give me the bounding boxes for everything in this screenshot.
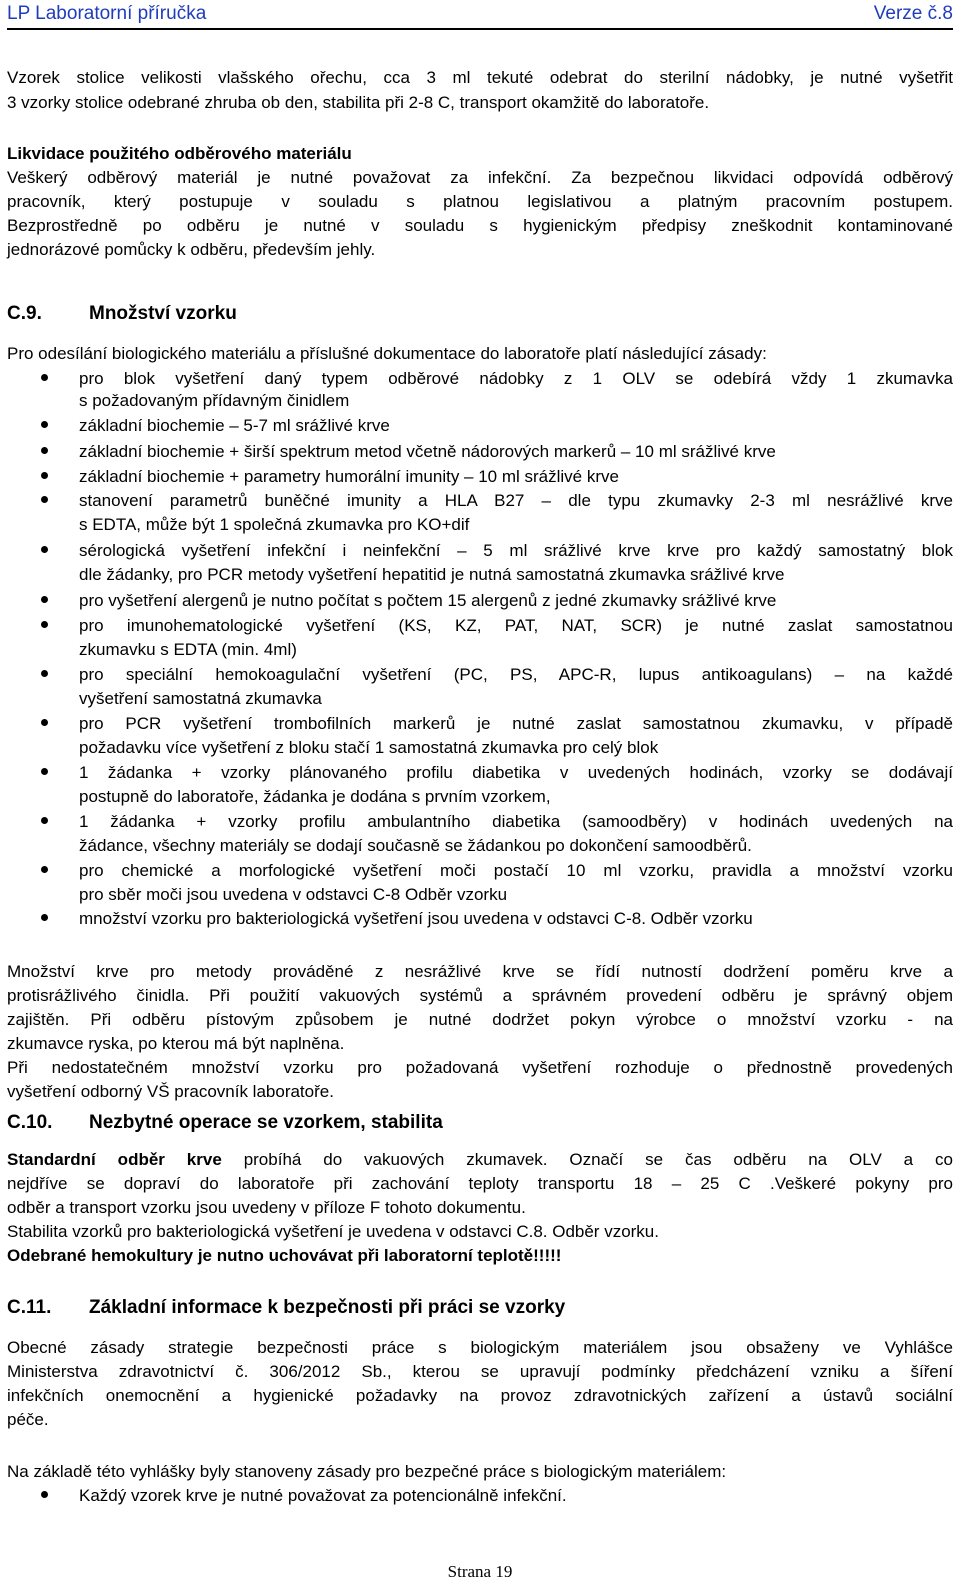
list-item-text: pro PCR vyšetření trombofilních markerů je nutné zaslat samostatnou zkumavku, v případě (79, 714, 953, 733)
list-item-text: pro blok vyšetření daný typem odběrové nádobky z 1 OLV se odebírá vždy 1 zkumavka (79, 369, 953, 388)
disposal-line-2: pracovník, který postupuje v souladu s platnou legislativou a platným pracovním postupem. (7, 192, 953, 211)
disposal-line-3: Bezprostředně po odběru je nutné v souladu s hygienickým předpisy zneškodnit kontaminované (7, 216, 953, 235)
c11-line-4: péče. (7, 1410, 49, 1429)
disposal-line-4: jednorázové pomůcky k odběru, především jehly. (7, 240, 376, 259)
list-item-text: pro chemické a morfologické vyšetření moči postačí 10 ml vzorku, pravidla a množství vzorku (79, 861, 953, 880)
list-item-text: základní biochemie – 5-7 ml srážlivé krve (79, 416, 390, 435)
list-item-text: žádance, všechny materiály se dodají současně se žádankou po dokončení samoodběrů. (79, 836, 752, 855)
disposal-line-1a: Veškerý odběrový materiál je nutné považovat za infekční. (7, 168, 552, 187)
section-c9-title: Množství vzorku (89, 303, 237, 324)
c9-para1-line-2: protisrážlivého činidla. Při použití vakuových systémů a správném provedení odběru je správný objem (7, 986, 953, 1005)
intro-line-2: 3 vzorky stolice odebrané zhruba ob den, stabilita při 2-8 C, transport okamžitě do laboratoře. (7, 93, 710, 112)
intro-line-1: Vzorek stolice velikosti vlašského ořechu, cca 3 ml tekuté odebrat do sterilní nádobky, je nutné vyšetřit (7, 68, 953, 87)
disposal-line-1 (7, 166, 953, 190)
page-header (7, 0, 953, 30)
bullet-icon (41, 472, 48, 479)
list-item-text: dle žádanky, pro PCR metody vyšetření hepatitid je nutná samostatná zkumavka srážlivé krve (79, 565, 785, 584)
c11-line-1: Obecné zásady strategie bezpečnosti práce s biologickým materiálem jsou obsaženy ve Vyhlášce (7, 1338, 953, 1357)
list-item-text: zkumavku s EDTA (min. 4ml) (79, 640, 297, 659)
section-c11-number: C.11. (7, 1297, 52, 1318)
bullet-icon (41, 719, 48, 726)
section-c9-heading (7, 302, 953, 328)
c10-line-1 (7, 1148, 953, 1172)
c9-intro: Pro odesílání biologického materiálu a příslušné dokumentace do laboratoře platí následující zásady: (7, 344, 767, 363)
list-item-text: stanovení parametrů buněčné imunity a HLA B27 – dle typu zkumavky 2-3 ml nesrážlivé krve (79, 491, 953, 510)
section-c10-heading (7, 1111, 953, 1137)
list-item-text: základní biochemie + parametry humorální imunity – 10 ml srážlivé krve (79, 467, 619, 486)
bullet-icon (41, 374, 48, 381)
c10-bold-lead: Standardní odběr krve (7, 1150, 222, 1169)
bullet-icon (41, 546, 48, 553)
header-version: Verze č.8 (873, 3, 953, 24)
list-item-text: pro speciální hemokoagulační vyšetření (PC, PS, APC-R, lupus antikoagulans) – na každé (79, 665, 953, 684)
bullet-icon (41, 621, 48, 628)
list-item-text: pro imunohematologické vyšetření (KS, KZ, PAT, NAT, SCR) je nutné zaslat samostatnou (79, 616, 953, 635)
c9-para2-line-2: vyšetření odborný VŠ pracovník laboratoře. (7, 1082, 334, 1101)
bullet-icon (41, 817, 48, 824)
bullet-icon (41, 914, 48, 921)
list-item-text: Každý vzorek krve je nutné považovat za potencionálně infekční. (79, 1486, 567, 1505)
disposal-line-1b: Za bezpečnou likvidaci odpovídá odběrový (551, 168, 954, 187)
bullet-icon (41, 596, 48, 603)
c10-line-1-rest: probíhá do vakuových zkumavek. Označí se čas odběru na OLV a co (221, 1150, 953, 1169)
list-item-text: základní biochemie + širší spektrum metod včetně nádorových markerů – 10 ml srážlivé krve (79, 442, 776, 461)
list-item-text: sérologická vyšetření infekční i neinfekční – 5 ml srážlivé krve krve pro každý samostatný blok (79, 541, 953, 560)
disposal-heading: Likvidace použitého odběrového materiálu (7, 144, 352, 163)
bullet-icon (41, 421, 48, 428)
section-c10-title: Nezbytné operace se vzorkem, stabilita (89, 1112, 443, 1133)
c11-intro-2: Na základě této vyhlášky byly stanoveny zásady pro bezpečné práce s biologickým materiálem: (7, 1462, 727, 1481)
section-c9-number: C.9. (7, 303, 42, 324)
c10-line-4: Stabilita vzorků pro bakteriologická vyšetření je uvedena v odstavci C.8. Odběr vzorku. (7, 1222, 659, 1241)
bullet-icon (41, 768, 48, 775)
section-c10-number: C.10. (7, 1112, 53, 1133)
bullet-icon (41, 447, 48, 454)
c11-line-2: Ministerstva zdravotnictví č. 306/2012 Sb., kterou se upravují podmínky předcházení vzniku a šíření (7, 1362, 953, 1381)
section-c11-title: Základní informace k bezpečnosti při práci se vzorky (89, 1297, 566, 1318)
c10-line-3: odběr a transport vzorku jsou uvedeny v příloze F tohoto dokumentu. (7, 1198, 526, 1217)
c9-para2-line-1: Při nedostatečném množství vzorku pro požadovaná vyšetření rozhoduje o přednostně provedených (7, 1058, 953, 1077)
c9-para1-line-3: zajištěn. Při odběru pístovým způsobem je nutné dodržet pokyn výrobce o množství vzorku - na (7, 1010, 953, 1029)
list-item-text: 1 žádanka + vzorky profilu ambulantního diabetika (samoodběry) v hodinách uvedených na (79, 812, 953, 831)
list-item-text: postupně do laboratoře, žádanka je dodána s prvním vzorkem, (79, 787, 551, 806)
section-c11-heading (7, 1296, 953, 1322)
c9-para1-line-4: zkumavce ryska, po kterou má být naplněna. (7, 1034, 345, 1053)
header-title: LP Laboratorní příručka (7, 3, 207, 24)
c9-para1-line-1: Množství krve pro metody prováděné z nesrážlivé krve se řídí nutností dodržení poměru krve a (7, 962, 953, 981)
c10-line-5: Odebrané hemokultury je nutno uchovávat při laboratorní teplotě!!!!! (7, 1246, 562, 1265)
list-item-text: 1 žádanka + vzorky plánovaného profilu diabetika v uvedených hodinách, vzorky se dodávají (79, 763, 953, 782)
list-item-text: pro sběr moči jsou uvedena v odstavci C-8 Odběr vzorku (79, 885, 508, 904)
list-item-text: požadavku více vyšetření z bloku stačí 1 samostatná zkumavka pro celý blok (79, 738, 659, 757)
list-item-text: s požadovaným přídavným činidlem (79, 391, 350, 410)
page-number: Strana 19 (447, 1562, 513, 1581)
list-item-text: s EDTA, může být 1 společná zkumavka pro KO+dif (79, 515, 470, 534)
c10-line-2: nejdříve se dopraví do laboratoře při zachování teploty transportu 18 – 25 C .Veškeré pokyny pro (7, 1174, 953, 1193)
list-item-text: pro vyšetření alergenů je nutno počítat s počtem 15 alergenů z jedné zkumavky srážlivé krve (79, 591, 777, 610)
list-item-text: vyšetření samostatná zkumavka (79, 689, 322, 708)
bullet-icon (41, 1491, 48, 1498)
bullet-icon (41, 496, 48, 503)
bullet-icon (41, 866, 48, 873)
list-item-text: množství vzorku pro bakteriologická vyšetření jsou uvedena v odstavci C-8. Odběr vzorku (79, 909, 753, 928)
bullet-icon (41, 670, 48, 677)
c11-line-3: infekčních onemocnění a hygienické požadavky na provoz zdravotnických zařízení a ústavů sociální (7, 1386, 953, 1405)
